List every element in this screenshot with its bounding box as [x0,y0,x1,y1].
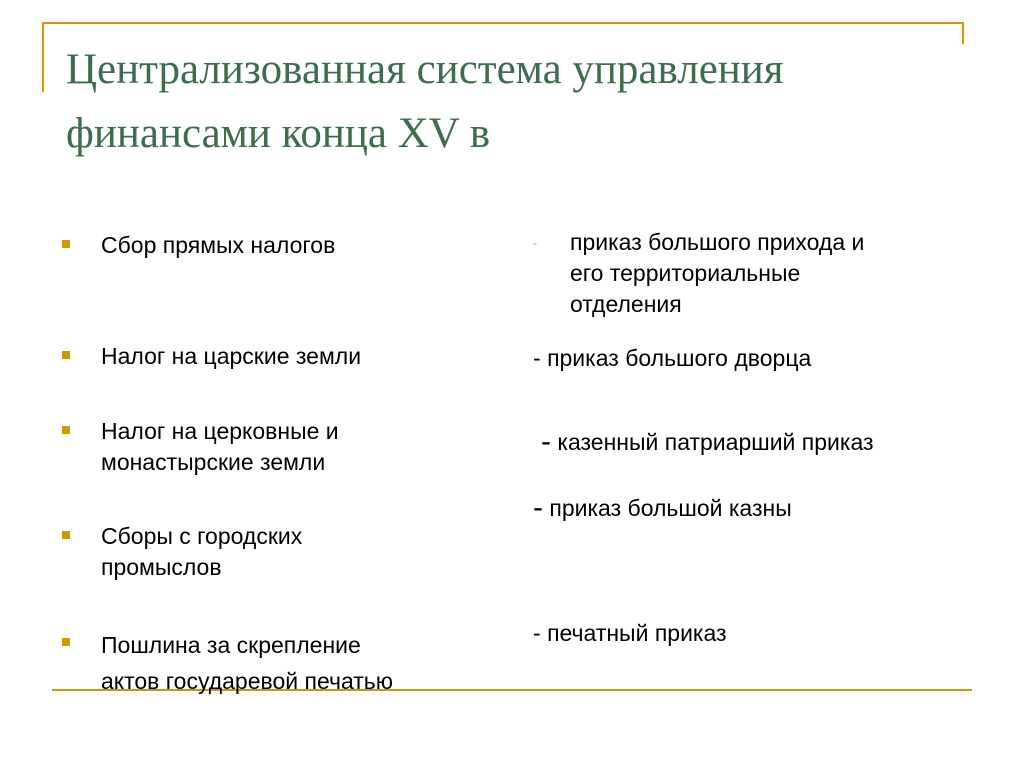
list-item-text [101,416,481,478]
frame-right-line [962,22,964,44]
right-item-line: отделения [570,291,682,317]
right-item-text: казенный патриарший приказ [557,429,874,455]
square-bullet-icon [62,351,70,359]
list-item-text [101,521,481,583]
slide-title [66,38,946,166]
square-bullet-icon [62,531,70,539]
list-item-line: Налог на церковные и [101,418,339,444]
frame-left-line [42,22,44,92]
dash-marker: - [533,236,537,250]
right-item-seal-office [533,618,727,649]
dash-marker: - [533,345,541,371]
square-bullet-icon [62,426,70,434]
list-item-text [101,230,481,261]
dash-marker: - [533,491,543,524]
right-item-patriarch [541,427,874,458]
list-item-text [101,341,481,372]
right-item-line: приказ большого прихода и [570,229,865,255]
right-item-text: печатный приказ [547,620,727,646]
list-item-line: Налог на царские земли [101,343,362,369]
list-item-line: монастырские земли [101,449,326,475]
dash-marker: - [533,620,541,646]
square-bullet-icon [62,240,70,248]
slide-title-line-2: финансами конца XV в [66,110,491,157]
list-item-line: промыслов [101,554,222,580]
frame-top-line [42,22,964,24]
right-item-great-income [570,227,970,320]
list-item-line: Пошлина за скрепление [101,632,361,658]
right-item-great-treasury [533,493,792,524]
square-bullet-icon [62,638,70,646]
right-item-great-palace [533,343,811,374]
slide-title-line-1: Централизованная система управления [66,46,784,93]
right-item-text: приказ большой казны [549,495,792,521]
list-item-line: актов государевой печатью [101,668,394,694]
list-item-line: Сборы с городских [101,523,303,549]
list-item-text [101,627,481,699]
dash-marker: - [541,425,551,458]
right-item-line: его территориальные [570,260,801,286]
list-item-line: Сбор прямых налогов [101,232,336,258]
right-item-text: приказ большого дворца [547,345,812,371]
